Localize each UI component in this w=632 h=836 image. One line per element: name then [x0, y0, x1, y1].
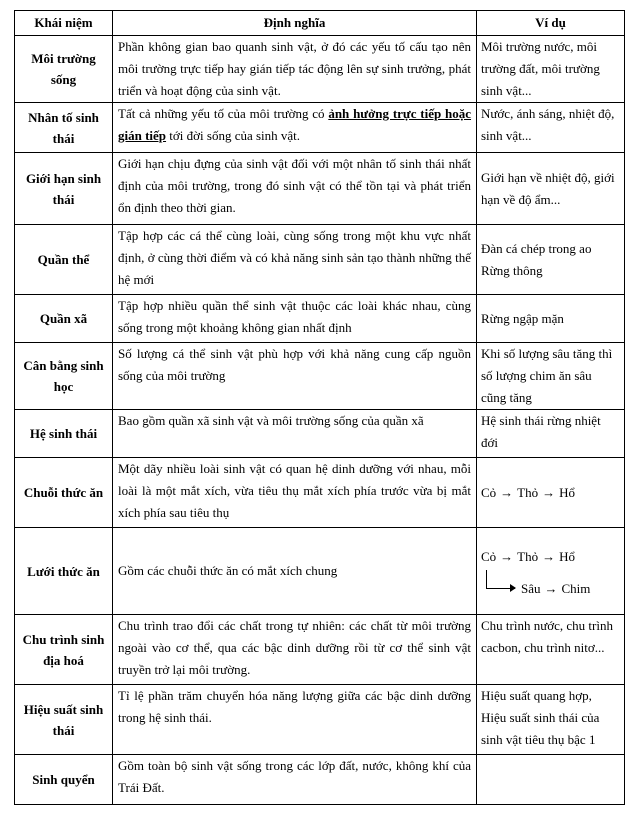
- definition-text: Tất cả những yếu tố của môi trường có: [118, 106, 329, 121]
- table-row: [15, 755, 625, 805]
- definition-cell: Một dãy nhiều loài sinh vật có quan hệ dinh dưỡng với nhau, mỗi loài là một mắt xích, vừa tiêu thụ mắt xích phía trước vừa bị mắt xích phía sau tiêu thụ: [113, 458, 477, 528]
- chain-node: Thỏ: [517, 549, 539, 564]
- example-cell: [477, 225, 625, 295]
- example-cell: [477, 458, 625, 528]
- definition-cell: Gồm toàn bộ sinh vật sống trong các lớp đất, nước, không khí của Trái Đất.: [113, 755, 477, 805]
- example-cell: Rừng ngập mặn: [477, 295, 625, 343]
- definition-cell: Gồm các chuỗi thức ăn có mắt xích chung: [113, 528, 477, 615]
- header-row: [15, 11, 625, 36]
- table-row: [15, 343, 625, 410]
- example-cell: Môi trường nước, môi trường đất, môi trường sinh vật...: [477, 36, 625, 103]
- example-cell: [477, 755, 625, 805]
- table-row: [15, 528, 625, 615]
- example-line: Đàn cá chép trong ao: [481, 240, 592, 256]
- term-cell: Hệ sinh thái: [15, 410, 113, 458]
- term-cell: Hiệu suất sinh thái: [15, 685, 113, 755]
- header-example: Ví dụ: [477, 11, 625, 36]
- term-cell: Cân bằng sinh học: [15, 343, 113, 410]
- table-row: [15, 410, 625, 458]
- definition-cell: Phần không gian bao quanh sinh vật, ở đó các yếu tố cấu tạo nên môi trường trực tiếp hay gián tiếp tác động lên sự sinh trưởng, phát triển và hoạt động của sinh vật.: [113, 36, 477, 103]
- term-cell: Chuỗi thức ăn: [15, 458, 113, 528]
- table-row: [15, 615, 625, 685]
- example-cell: Hệ sinh thái rừng nhiệt đới: [477, 410, 625, 458]
- term-cell: Giới hạn sinh thái: [15, 153, 113, 225]
- chain-node: Chim: [561, 581, 591, 596]
- definition-cell: Tập hợp các cá thể cùng loài, cùng sống trong một khu vực nhất định, ở cùng thời điểm và có khả năng sinh sản tạo thành những thế hệ mới: [113, 225, 477, 295]
- chain-node: Thỏ: [517, 484, 539, 500]
- definition-cell: Giới hạn chịu đựng của sinh vật đối với một nhân tố sinh thái nhất định của môi trường, trong đó sinh vật có thể tồn tại và phát triển ổn định theo thời gian.: [113, 153, 477, 225]
- term-cell: Lưới thức ăn: [15, 528, 113, 615]
- chain-node: Hổ: [559, 484, 576, 500]
- chain-node: Cỏ: [481, 549, 497, 564]
- header-concept: Khái niệm: [15, 11, 113, 36]
- table-row: [15, 36, 625, 103]
- definition-text: tới đời sống của sinh vật.: [166, 128, 301, 143]
- chain-node: Hổ: [559, 549, 576, 564]
- term-cell: Nhân tố sinh thái: [15, 103, 113, 153]
- chain-node: Cỏ: [481, 484, 497, 500]
- example-line: Rừng thông: [481, 262, 543, 278]
- example-cell: Chu trình nước, chu trình cacbon, chu trình nitơ...: [477, 615, 625, 685]
- arrow-right-icon: →: [542, 549, 556, 564]
- table-row: [15, 153, 625, 225]
- example-cell: [477, 528, 625, 615]
- definition-cell: Tỉ lệ phần trăm chuyển hóa năng lượng giữa các bậc dinh dưỡng trong hệ sinh thái.: [113, 685, 477, 755]
- food-web-diagram: [481, 544, 620, 598]
- table-row: [15, 225, 625, 295]
- term-cell: Quần thể: [15, 225, 113, 295]
- example-cell: Khi số lượng sâu tăng thì số lượng chim ăn sâu cũng tăng: [477, 343, 625, 410]
- term-cell: Sinh quyển: [15, 755, 113, 805]
- term-cell: Chu trình sinh địa hoá: [15, 615, 113, 685]
- arrow-right-icon: →: [500, 484, 514, 500]
- definition-cell: Bao gồm quần xã sinh vật và môi trường sống của quần xã: [113, 410, 477, 458]
- food-web-branch-chain: [521, 578, 590, 600]
- arrow-right-icon: →: [500, 549, 514, 564]
- table-row: [15, 295, 625, 343]
- arrow-right-icon: →: [542, 484, 556, 500]
- table-row: [15, 458, 625, 528]
- concept-table: [14, 10, 625, 805]
- food-web-top-chain: [481, 546, 575, 568]
- example-cell: Giới hạn về nhiệt độ, giới hạn về độ ẩm...: [477, 153, 625, 225]
- term-cell: Môi trường sống: [15, 36, 113, 103]
- elbow-arrow-icon: [486, 570, 515, 589]
- arrow-right-icon: →: [544, 581, 558, 596]
- example-cell: Hiệu suất quang hợp, Hiệu suất sinh thái của sinh vật tiêu thụ bậc 1: [477, 685, 625, 755]
- definition-cell: Tập hợp nhiều quần thể sinh vật thuộc các loài khác nhau, cùng sống trong một khoảng không gian nhất định: [113, 295, 477, 343]
- table-row: [15, 685, 625, 755]
- chain-node: Sâu: [521, 581, 541, 596]
- definition-emphasis: ảnh hưởng trực tiếp hoặc gián tiếp: [118, 106, 472, 143]
- definition-cell: Chu trình trao đổi các chất trong tự nhiên: các chất từ môi trường ngoài vào cơ thể, qua các bậc dinh dưỡng rồi từ cơ thể sinh vật truyền trở lại môi trường.: [113, 615, 477, 685]
- table-row: [15, 103, 625, 153]
- definition-cell: Số lượng cá thể sinh vật phù hợp với khả năng cung cấp nguồn sống của môi trường: [113, 343, 477, 410]
- example-cell: Nước, ánh sáng, nhiệt độ, sinh vật...: [477, 103, 625, 153]
- term-cell: Quần xã: [15, 295, 113, 343]
- header-definition: Định nghĩa: [113, 11, 477, 36]
- definition-cell: [113, 103, 477, 153]
